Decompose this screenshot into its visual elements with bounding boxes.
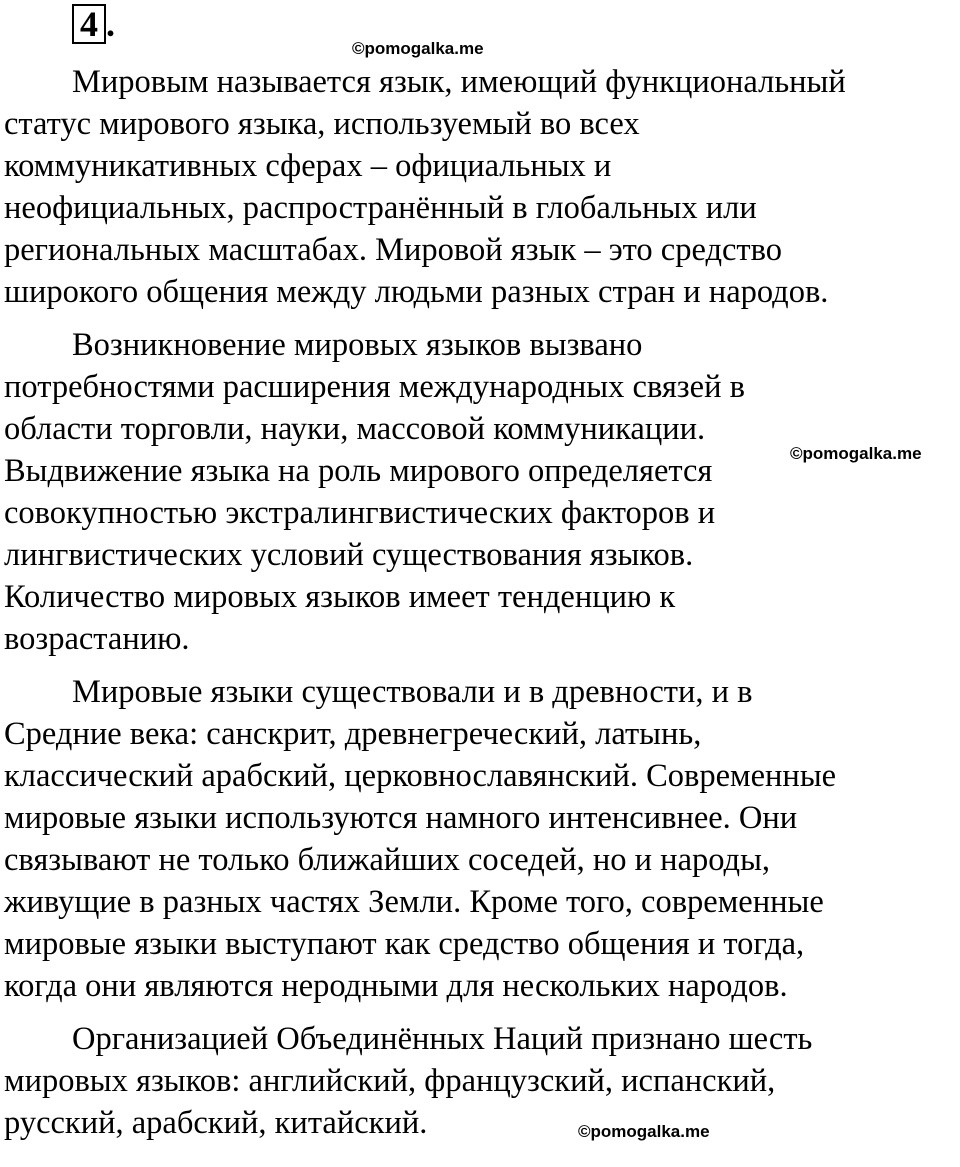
text-line: когда они являются неродными для нескольких народов. bbox=[4, 968, 788, 1004]
text-line: Возникновение мировых языков вызвано bbox=[72, 327, 643, 363]
text-line: русский, арабский, китайский. bbox=[4, 1105, 428, 1141]
watermark: ©pomogalka.me bbox=[578, 1122, 710, 1141]
text-line: Средние века: санскрит, древнегреческий, латынь, bbox=[4, 716, 702, 752]
text-line: связывают не только ближайших соседей, но и народы, bbox=[4, 842, 771, 878]
text-line: лингвистических условий существования языков. bbox=[4, 537, 694, 573]
text-line: классический арабский, церковнославянский. Современные bbox=[4, 758, 837, 794]
text-line: Выдвижение языка на роль мирового определяется bbox=[4, 453, 713, 489]
watermark: ©pomogalka.me bbox=[352, 39, 484, 58]
paragraph-1 bbox=[4, 61, 960, 313]
text-line: возрастанию. bbox=[4, 621, 190, 657]
text-line: мировых языков: английский, французский, испанский, bbox=[4, 1063, 776, 1099]
text-line: Количество мировых языков имеет тенденцию к bbox=[4, 579, 676, 615]
task-number-box: 4 bbox=[72, 4, 106, 44]
paragraph-2 bbox=[4, 324, 960, 660]
text-line: мировые языки выступают как средство общения и тогда, bbox=[4, 926, 805, 962]
text-line: региональных масштабах. Мировой язык – это средство bbox=[4, 232, 783, 268]
text-line: совокупностью экстралингвистических факторов и bbox=[4, 495, 716, 531]
paragraph-3 bbox=[4, 671, 960, 1007]
text-line: области торговли, науки, массовой коммуникации. bbox=[4, 411, 706, 447]
text-line: Мировым называется язык, имеющий функциональный bbox=[72, 64, 846, 100]
text-line: Организацией Объединённых Наций признано шесть bbox=[72, 1021, 813, 1057]
task-number-suffix: . bbox=[106, 4, 115, 44]
text-line: неофициальных, распространённый в глобальных или bbox=[4, 190, 757, 226]
text-line: статус мирового языка, используемый во всех bbox=[4, 106, 640, 142]
answer-text bbox=[4, 61, 960, 1155]
text-line: мировые языки используются намного интенсивнее. Они bbox=[4, 800, 798, 836]
watermark: ©pomogalka.me bbox=[790, 444, 922, 463]
paragraph-4 bbox=[4, 1018, 960, 1144]
task-number bbox=[72, 4, 115, 44]
text-line: Мировые языки существовали и в древности, и в bbox=[72, 674, 753, 710]
text-line: живущие в разных частях Земли. Кроме того, современные bbox=[4, 884, 824, 920]
text-line: потребностями расширения международных связей в bbox=[4, 369, 745, 405]
text-line: коммуникативных сферах – официальных и bbox=[4, 148, 612, 184]
text-line: широкого общения между людьми разных стран и народов. bbox=[4, 274, 829, 310]
